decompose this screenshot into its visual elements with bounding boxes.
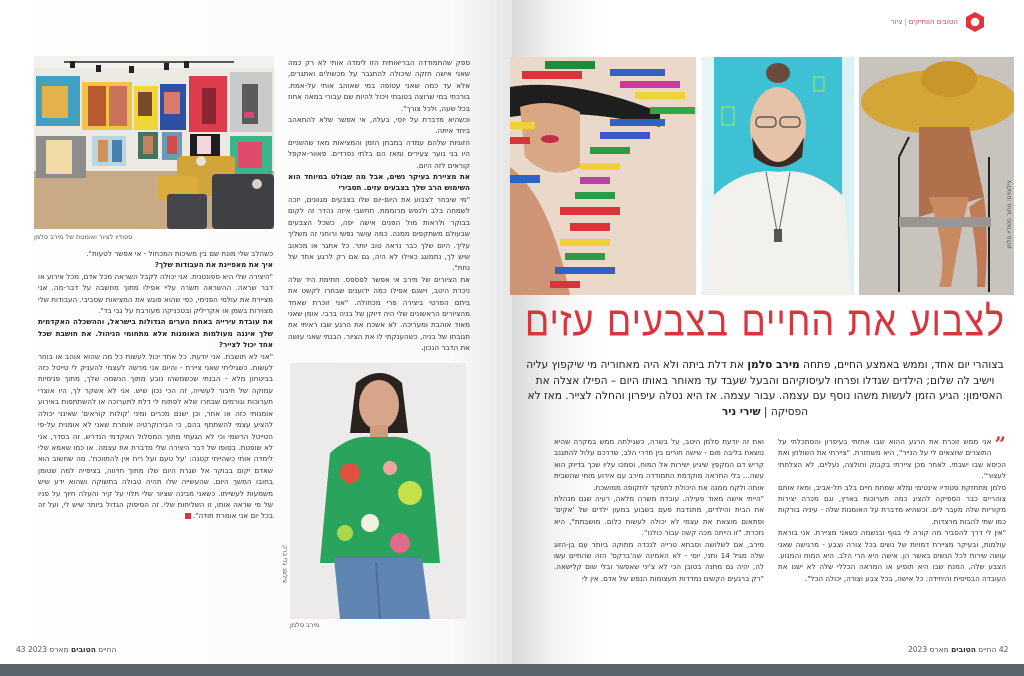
article-lead: [520, 358, 1010, 420]
painting-woman-color-strokes: [510, 57, 696, 295]
paragraph: הזוגיות שלהם עמדה במבחן הזמן והמציאות מאז שהשניים היו בני נוער צעירים ומאז הם בלתי נפרדים. פאוור-אקפל קוראים לזה היום.: [288, 137, 470, 170]
viewer-bottom-bar: [0, 664, 1024, 676]
paragraph: "מי שיבחר לצבוע את היום-יום שלו בצבעים מגוונים, יזכה לשמחה בלב ולנפש מרוממת. תחשבי איזה נהדר זה לקום בבוקר ולראות מול הפנים אישה יפה, כשכל הצבעים שבעולם משתקפים ממנה. כמה עושר נפשי ורוחני זה משליך עליך. היום שלך כבר נראה טוב יותר. כל אתגר או מכאוב שיש לך, נתמוגג כאילו לא היה, גם אם רק לרגע אחד של נחת".: [288, 194, 470, 273]
paragraph: אני ממש זוכרת את הרגע ההוא שבו אחזתי בעיפרון והסתכלתי על התוצרים שיוצאים לי על הנייר", היא משחזרת. "ציירתי את השולחן ואת הכיסא שבו ישבתי. לאחר מכן ציירתי בקבוק וחולצה, נעליים. לא הצלחתי לעצור".: [778, 437, 1006, 481]
paragraph: "היצירה שלי היא ספונטנית. אני יכולה לקבל השראה מכל אדם, מכל אירוע או דבר שראה. ההשראה תשרה עליי אפילו מתוך מחשבה על דבר-מה. אני מציירת את עולמי הפנימי, כפי שהוא פוגש את המציאות שסביבי. העבודות שלי מצוירות בשמן או אקריליק ובטכניקה מעורבת על גבי בד".: [38, 271, 273, 316]
folio-mag: החיים: [98, 645, 117, 654]
paragraph: מירב, אם לשלושה וסבתא טרייה לנכדה מתוקה ביותר עם בן-הזוג שלה מגיל 14 ותני, יוסי - לא האמינה שה'ברקס' הזה שהחיים עשו לה, יהיה גם מתנה בטובן הכי לא צ'יני שאפשר ובלי שום קלישאה. "רק ברגעים הקשים נמדדות תעצומות הנפש של אדם. אין לי: [554, 539, 765, 583]
folio-page-number: 43: [16, 645, 26, 654]
interview-question: את מציירת בעיקר נשים, אבל מה שבולט במיוחד הוא השימוש הרב שלך בצבעים עזים. תסבירי: [288, 172, 470, 193]
studio-photo: [34, 56, 274, 229]
end-of-article-square-icon: [185, 513, 191, 519]
article-title: לצבוע את החיים בצבעים עזים: [524, 298, 1006, 346]
artist-portrait-photo: [290, 363, 466, 619]
portrait-photo-credit: צילום: גלי ברק: [281, 545, 288, 584]
paragraph: כשהלב שלי מונח שם בין משיכות המכחול - אי אפשר לטעות".: [86, 249, 273, 258]
section-label: [891, 18, 958, 26]
portrait-photo-caption: מירב סלמן: [290, 621, 320, 629]
lead-text: בצוהרי יום אחד, וממש באמצע החיים, פתחה: [799, 359, 1004, 371]
lead-text: את דלת ביתה ולא היה מאחוריה מי שיקפוץ עליה וישיב לה שלום; הילדים שגדלו ופרחו לעיסוקיהם והבעל שעבד עד מאוחר באותו היום – הפילו אצלה את האסימון: הגיע הזמן לעשות משהו נוסף עם עצמה. עבור עצמה. אז היא נטלה עיפרון והחלה לצייר. מאז לא הפסיקה |: [526, 359, 1003, 418]
page-folio-42: [908, 645, 1008, 654]
folio-page-number: 42: [998, 645, 1009, 654]
paragraph: סלמן מתחזקת סטודיו אינטימי ומלא שמחת חיים בלב תל-אביב, ומאז אותם צוהריים כבר הספיקה להציג כמה תערוכות בארץ, וגם מכרה יצירות מקוריות שלה מעבר לים. וכשהיא מדברת על האומנות שלה - עיניה בורקות כמו שתי להבות מרצדות.: [778, 482, 1006, 526]
page-folio-43: [16, 645, 116, 654]
section-sub: ציור: [890, 18, 903, 26]
interview-question: את עובדת עירייה באחת הערים הגדולות בישראל, וההשכלה האקדמית שלך איננה מעולמות האומנות אלא מתחומי הניהול. את חושבת שכל אחד יכול לצייר?: [38, 317, 273, 350]
section-header: [891, 11, 986, 33]
folio-issue: מארס 2023: [27, 645, 69, 654]
paragraph: את הציורים של מירב אי אפשר לפספס. חתימת היד שלה ניכרת היטב, וישנם אפילו כמה ידוענים שבחרו לקשט את ביתם הפרטי ביצירה פרי מכחולה. "אני זוכרת שאחד מהציורים הראשונים שלי היה דיוקן של בניה ברבי. אומן שאני מאוד אוהבת ומעריכה. לא אשכח את הרגע שבו ראיתי את תגובתו של בניה, כשהענקתי לו את הציור. הבנתי שאני עושה את הדבר הנכון.: [288, 274, 470, 353]
folio-issue: מארס 2023: [908, 645, 949, 654]
painting-man-portrait-hamsa: [702, 57, 854, 295]
article-column-right-a: [778, 432, 1006, 584]
paintings-credit: צילומים: מתוך סטודיו סלמן: [1006, 180, 1013, 249]
studio-photo-caption: סטודיו לציור ואומנות של מירב סלמן: [34, 233, 133, 241]
section-name: הטובים הוותיקים: [908, 18, 958, 26]
quote-mark-icon: ”: [994, 432, 1006, 456]
paragraph: "אין לי דרך להסביר מה קורה לי בגוף ובנשמה כשאני מציירת. אני בוראת עולמות, ובעיקר מציירת דמויות של נשים בכל צורה וצבע - מרגישה שאני עושה שירות לכל הנשים באשר הן. אישה היא הרי הלב. היא המוח והמנוע. הצבע שלה, המנח שבו היא תופיע או המראה הכללי שלה לא ישנו את העובדה הבסיסית והיחידה: כל אישה, בכל צבע וצורה, יכולה הכל".: [778, 528, 1006, 583]
paragraph: "אני לא חושבת. אני יודעת. כל אחד יכול לעשות כל מה שהוא אוהב או בוחר לעשות. כשגיליתי שאני ציירת - והיום אני מרשה לעצמי להעניק לי טייטל כזה בביטחון מלא - הבנתי שכשמשהו נובע מתוך הנשמה שלך, מתוך פנימיות עמוקה של חיבור לעשייה, זה הכי נכון שיש. אני לא אשקר לך, היו אוצרי תערוכות וגורמים שבחרו שלא לפתוח לי דלת לתערוכה או להשתתפות באירוע אומנותי כזה או אחר, וכן ישנם מכרים ומיני 'קולות קוראים' שאינני יכולה להציע עצמי להשתתף בהם, כי הבירוקרטיה אומרת שאני לא אומנית על-פי הטייטל הרשמי וכי לא הגעתי מתוך המסלול האקדמי הנדרש. זה בסדר, אני לא שופטת. בסופו של דבר היצירה שלי מדברת את עצמה. או כמו שאמא שלי לימדה אותי כשהייתי קטנה: 'על טעם ועל ריח אין להתווכח'. מה שחשוב הוא שאדם יקום בבוקר אל שגרת היום שלו מתוך חדווה, בציפייה למה שטומן בחובו המשך היום. שהעשייה שלו תהיה טבולה בתשוקה ושהוא ידע שיש משמעות לעשייתו. כשאני מבינה שציור שלי תלוי על קיר והעלה חיוך על פניו של מי שראה אותו, זו השליחות שלי. זה הסיפוק הגדול ביותר שיש לי, ועל זה בכל יום אני אומרת תודה".: [38, 351, 273, 521]
folio-mag-bold: הטובים: [71, 645, 96, 654]
page-43: [0, 0, 512, 664]
article-author: שירי ניר: [721, 405, 761, 418]
article-column-left-a: [288, 57, 470, 354]
painting-woman-yellow-hat: [859, 57, 1014, 295]
interview-question: איך את מאפיינת את העבודות שלך?: [154, 260, 273, 270]
red-hexagon-ring-logo-icon: [964, 11, 986, 33]
separator: |: [904, 18, 907, 26]
article-column-left-b: [38, 248, 273, 522]
paragraph: ואת זה יודעת סלמן היטב, על בשרה, כשגילתה ממש במקרה שהיא נושאת בליבה מום - שישה חורים בין חדרי הלב, שדרכם עלול להתגנב קריש דם המקפץ שיגיע ישירות אל המוח, וסמכו עליו שכך בדיוק הוא עשה... בלי התראה מוקדמת התמודדה מירב עם אירוע מוחי שהשבית אותה ולקח ממנה את היכולת לתפקד לתקופה ממושכת.: [554, 437, 764, 492]
paragraph: וכשהיא מדברת על יוסי, בעלה, אי אפשר שלא להתאהב ביחד איתה.: [288, 115, 470, 136]
article-column-right-b: [554, 436, 764, 584]
folio-mag-bold: הטובים: [951, 645, 976, 654]
lead-artist-name: מירב סלמן: [747, 359, 800, 371]
folio-mag: החיים: [978, 645, 997, 654]
paragraph: "הייתי אישה מאוד פעילה. עובדת משרה מלאה, רעיה שגם מנהלת את הבית והילדים, מתנדבת פעם בשבוע במעון ילדים של 'אקים' ופתאום מוצאת את עצמי לא יכולה לעשות כלום. מושבתת", היא נזכרת. "זו הייתה מכה קשה עבור כולנו".: [554, 494, 764, 538]
paragraph: ספק שהתמודדה הבריאותית הזו לימדה אותי לא רק כמה שאני אישה חזקה שיכולה להתגבר על מכשולים ואתגרים, אלא עד כמה שאני עטופה במי שאוהב אותי על-אמת. בורכתי במי שרוצה בטובתי ויכול להיות שם עבורי במאה אחוז בכל שעה, ולכל צורך".: [288, 58, 470, 113]
